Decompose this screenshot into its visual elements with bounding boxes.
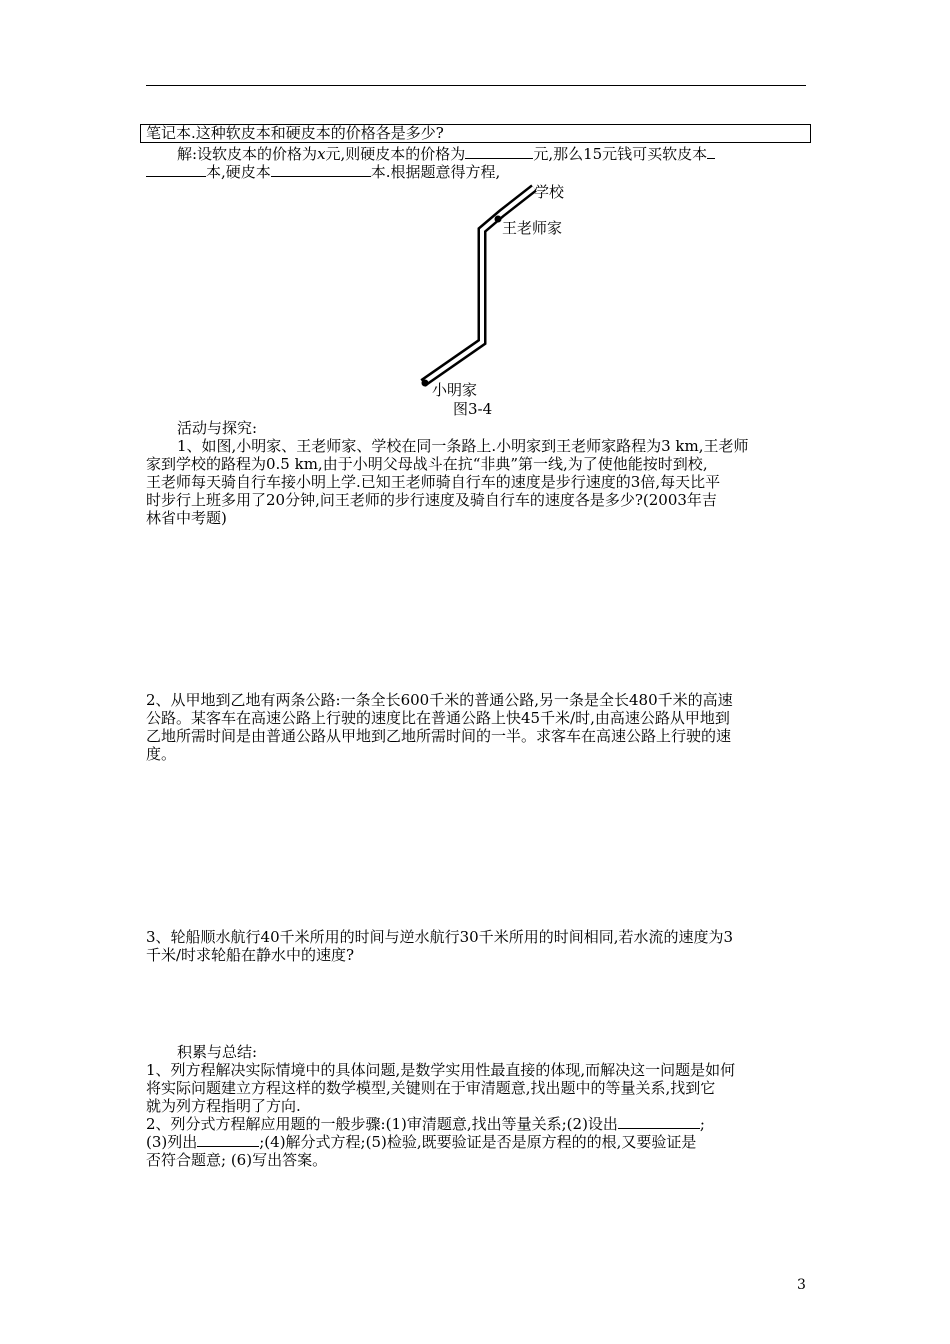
blank-hard-count[interactable] [271, 163, 371, 177]
page-number: 3 [797, 1277, 806, 1293]
q3-line-2: 千米/时求轮船在静水中的速度? [146, 946, 355, 964]
teacher-home-dot [495, 216, 502, 223]
figure-caption: 图3-4 [453, 400, 493, 418]
route-map-figure [410, 180, 610, 405]
q1-line-4: 时步行上班多用了20分钟,问王老师的步行速度及骑自行车的速度各是多少?(2003年吉 [146, 491, 717, 509]
q1-line-5: 林省中考题) [146, 509, 227, 527]
blank-set-unknown[interactable] [618, 1115, 700, 1129]
summary-p2-text-1: 2、列分式方程解应用题的一般步骤:(1)审清题意,找出等量关系;(2)设出 [146, 1115, 618, 1133]
boxed-question-text: 笔记本.这种软皮本和硬皮本的价格各是多少? [146, 124, 444, 142]
q1-line-2: 家到学校的路程为0.5 km,由于小明父母战斗在抗“非典”第一线,为了使他能按时到校, [146, 455, 708, 473]
q3-line-1: 3、轮船顺水航行40千米所用的时间与逆水航行30千米所用的时间相同,若水流的速度为3 [146, 928, 734, 946]
blank-write-equation[interactable] [197, 1133, 259, 1147]
q2-line-4: 度。 [146, 745, 177, 763]
q1-line-1: 1、如图,小明家、王老师家、学校在同一条路上.小明家到王老师家路程为3 km,王老师 [177, 437, 749, 455]
solution-seg3: 本,硬皮本 [206, 163, 271, 181]
q1-line-3: 王老师每天骑自行车接小明上学.已知王老师骑自行车的速度是步行速度的3倍,每天比平 [146, 473, 721, 491]
q2-line-1: 2、从甲地到乙地有两条公路:一条全长600千米的普通公路,另一条是全长480千米的高速 [146, 691, 733, 709]
solution-prefix: 解:设软皮本的价格为 [177, 145, 318, 163]
activity-heading: 活动与探究: [177, 419, 258, 437]
summary-p1-line-1: 1、列方程解决实际情境中的具体问题,是数学实用性最直接的体现,而解决这一问题是如何 [146, 1061, 736, 1079]
summary-p2-line-2 [146, 1133, 696, 1152]
solution-variable: x [317, 145, 326, 163]
xiaoming-home-dot [422, 380, 429, 387]
road-outline [423, 188, 534, 383]
summary-p2-end-1: ; [699, 1115, 705, 1133]
summary-p1-line-2: 将实际问题建立方程这样的数学模型,关键则在于审清题意,找出题中的等量关系,找到它 [146, 1079, 716, 1097]
summary-heading: 积累与总结: [177, 1043, 258, 1061]
q2-line-2: 公路。某客车在高速公路上行驶的速度比在普通公路上快45千米/时,由高速公路从甲地到 [146, 709, 730, 727]
summary-p2-text-2b: ;(4)解分式方程;(5)检验,既要验证是否是原方程的的根,又要验证是 [259, 1133, 697, 1151]
blank-hard-price[interactable] [465, 145, 533, 159]
solution-seg1: 元,则硬皮本的价格为 [325, 145, 466, 163]
blank-soft-count[interactable] [146, 163, 206, 177]
solution-seg4: 本.根据题意得方程, [370, 163, 501, 181]
summary-p2-line-3: 否符合题意; (6)写出答案。 [146, 1151, 328, 1169]
solution-seg2: 元,那么15元钱可买软皮本 [533, 145, 708, 163]
summary-p2-text-2a: (3)列出 [146, 1133, 198, 1151]
school-label: 学校 [534, 183, 565, 201]
header-rule [146, 85, 806, 86]
q2-line-3: 乙地所需时间是由普通公路从甲地到乙地所需时间的一半。求客车在高速公路上行驶的速 [146, 727, 732, 745]
xiaoming-home-label: 小明家 [432, 381, 478, 399]
summary-p1-line-3: 就为列方程指明了方向. [146, 1097, 301, 1115]
solution-line-1 [177, 145, 715, 164]
blank-soft-count-start[interactable] [707, 145, 715, 159]
summary-p2-line-1 [146, 1115, 705, 1134]
teacher-home-label: 王老师家 [502, 219, 563, 237]
